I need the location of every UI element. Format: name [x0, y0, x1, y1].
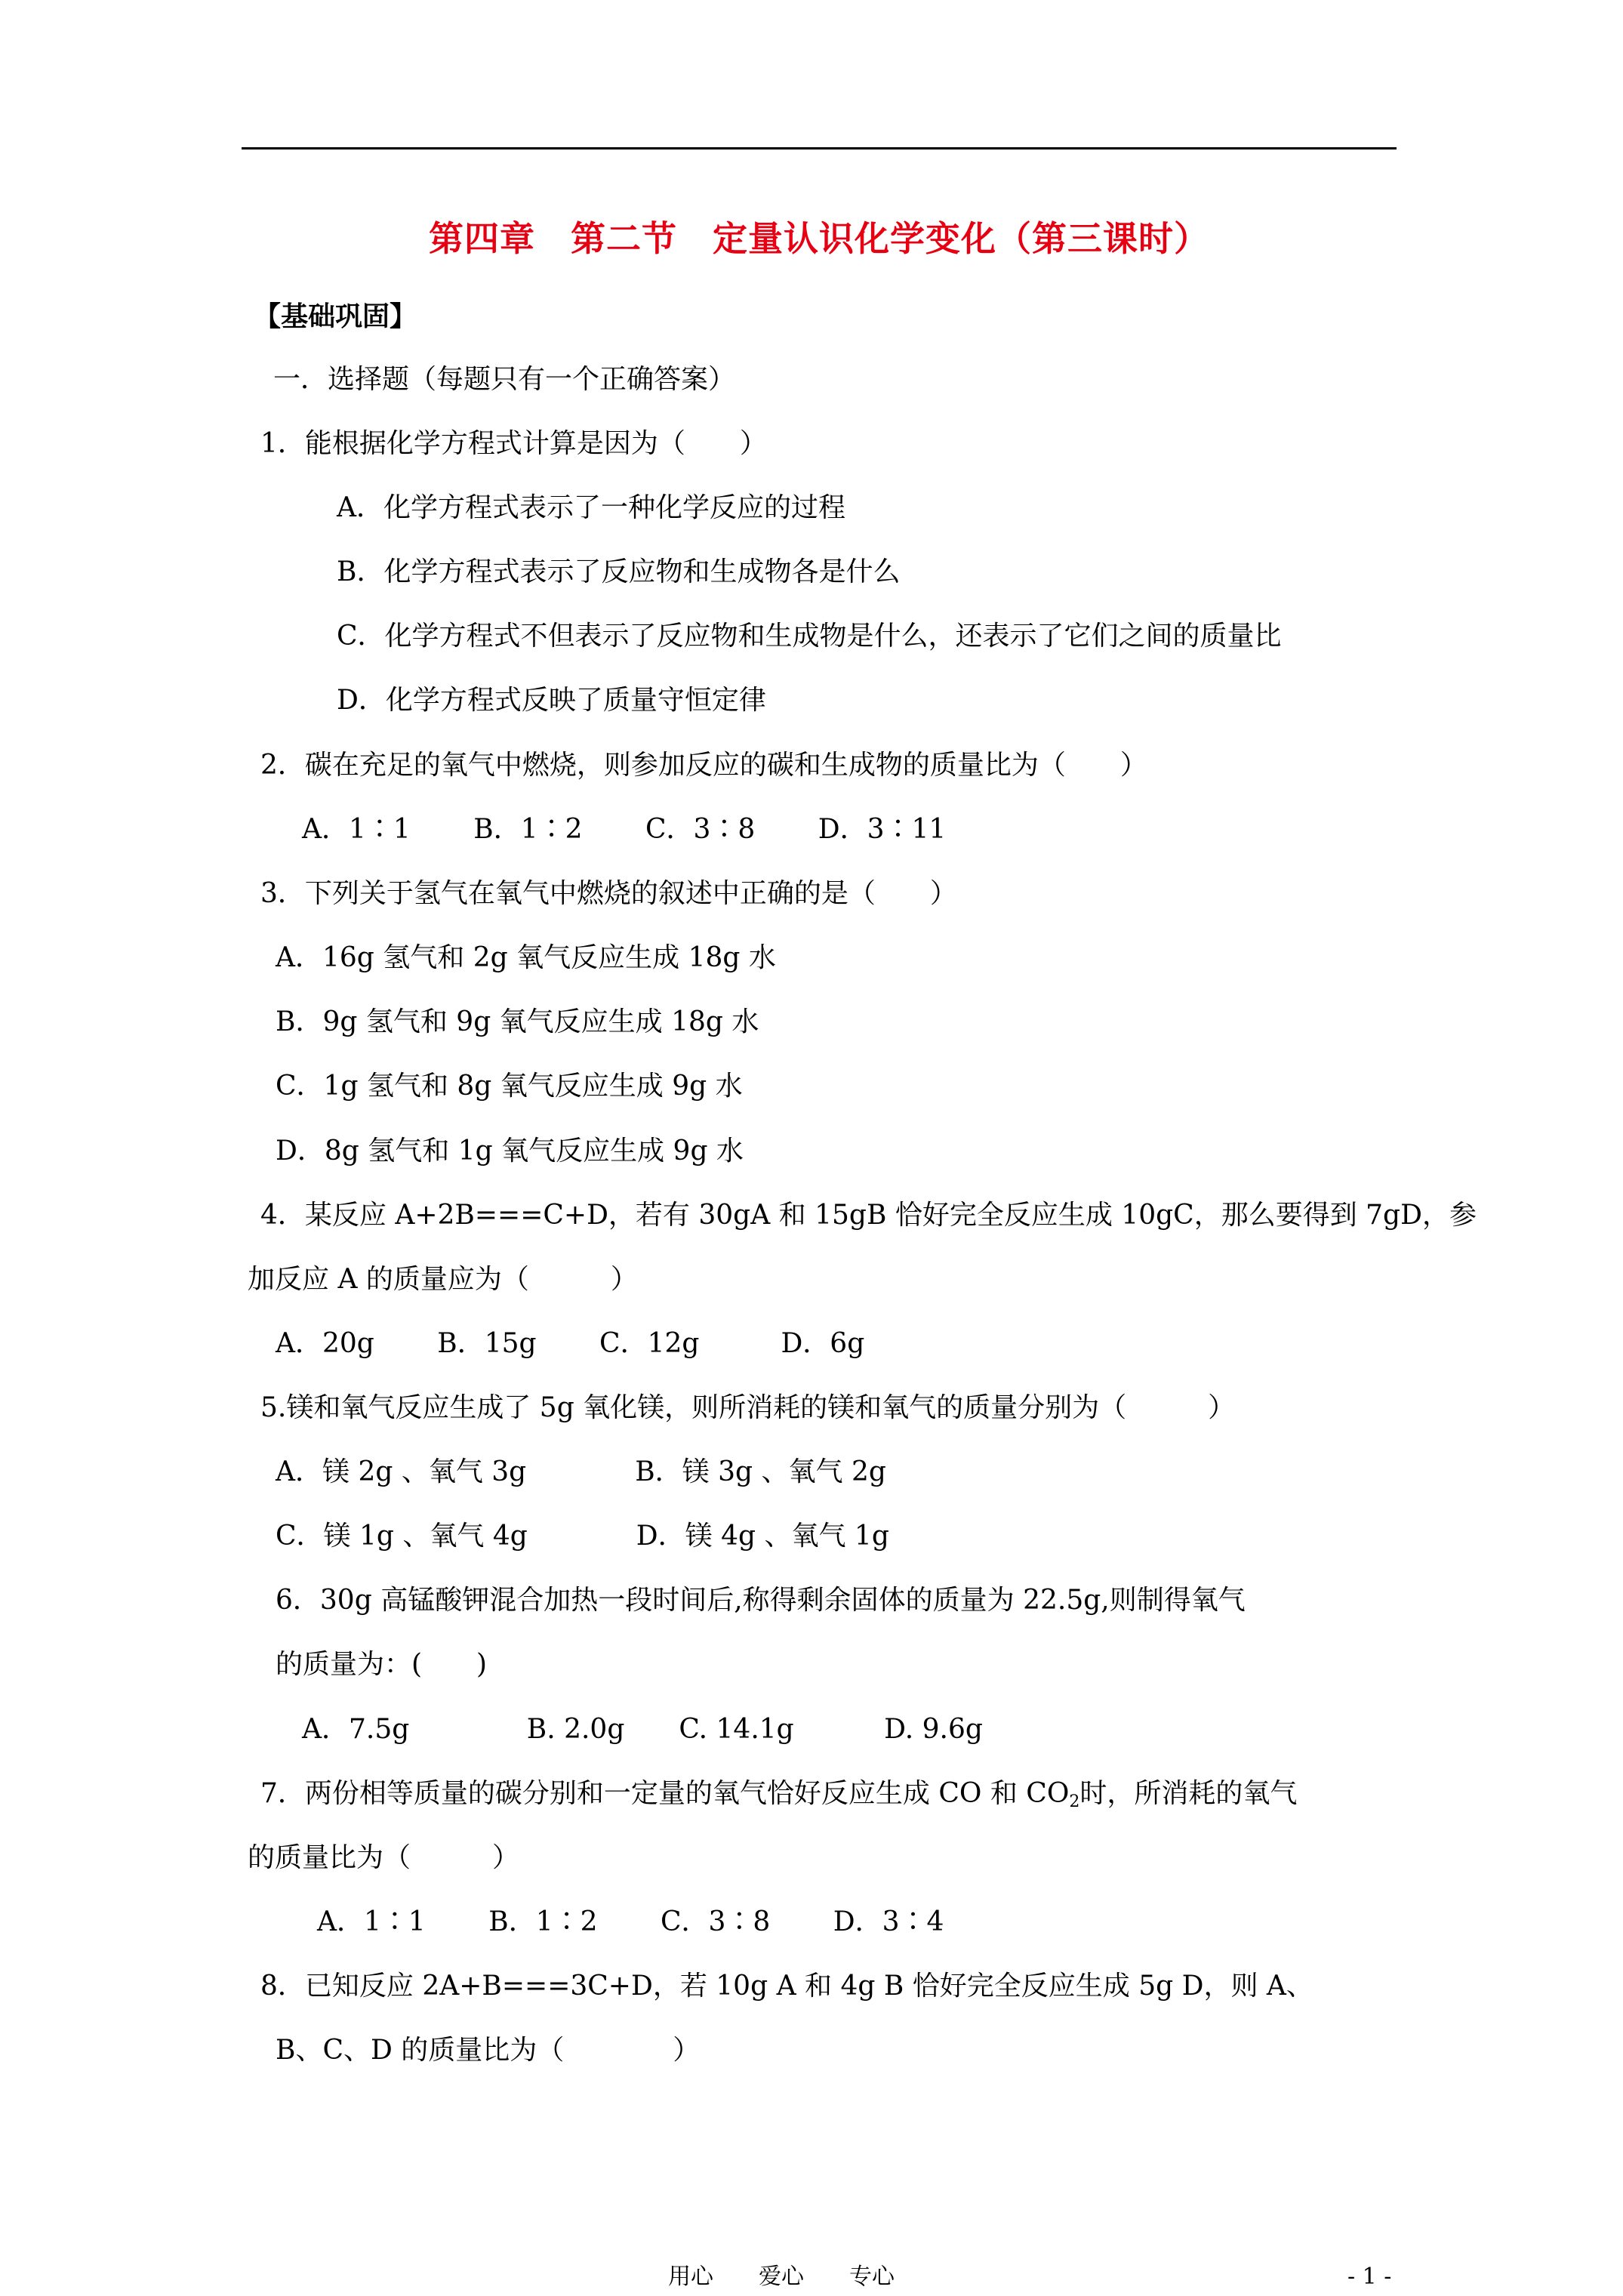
q5-stem: 5.镁和氧气反应生成了 5g 氧化镁，则所消耗的镁和氧气的质量分别为（ ） [260, 1392, 1236, 1423]
q7-stem-line2: 的质量比为（ ） [248, 1842, 520, 1873]
part-heading: 一．选择题（每题只有一个正确答案） [273, 364, 736, 395]
q4-options: A．20g B．15g C．12g D．6g [276, 1328, 865, 1359]
q8-stem-line1: 8．已知反应 2A+B===3C+D，若 10g A 和 4g B 恰好完全反应生成 5g D，则 A、 [260, 1971, 1313, 2002]
q1-option-a: A．化学方程式表示了一种化学反应的过程 [337, 492, 845, 523]
q3-option-c: C．1g 氢气和 8g 氧气反应生成 9g 水 [276, 1071, 743, 1102]
page-number: - 1 - [1347, 2264, 1392, 2290]
q3-option-a: A．16g 氢气和 2g 氧气反应生成 18g 水 [276, 942, 776, 973]
q1-stem: 1．能根据化学方程式计算是因为（ ） [260, 428, 767, 459]
q5-options-row2: C．镁 1g 、氧气 4g D．镁 4g 、氧气 1g [276, 1521, 889, 1552]
q4-stem-line1: 4．某反应 A+2B===C+D，若有 30gA 和 15gB 恰好完全反应生成 10gC，那么要得到 7gD，参 [260, 1200, 1477, 1231]
q4-stem-line2: 加反应 A 的质量应为（ ） [248, 1264, 638, 1295]
footer-motto: 用心 爱心 专心 [668, 2264, 895, 2290]
q1-option-d: D．化学方程式反映了质量守恒定律 [337, 685, 766, 716]
q6-stem-line1: 6．30g 高锰酸钾混合加热一段时间后,称得剩余固体的质量为 22.5g,则制得氧气 [276, 1585, 1246, 1616]
co2-subscript: 2 [1069, 1792, 1080, 1811]
q3-option-b: B．9g 氢气和 9g 氧气反应生成 18g 水 [276, 1006, 759, 1037]
header-rule [242, 147, 1397, 149]
page-title: 第四章 第二节 定量认识化学变化（第三课时） [429, 218, 1209, 259]
q7-options: A．1∶1 B．1∶2 C．3∶8 D．3∶4 [317, 1906, 944, 1937]
q2-stem: 2．碳在充足的氧气中燃烧，则参加反应的碳和生成物的质量比为（ ） [260, 750, 1147, 781]
q1-option-c: C．化学方程式不但表示了反应物和生成物是什么，还表示了它们之间的质量比 [337, 621, 1282, 652]
q2-options: A．1∶1 B．1∶2 C．3∶8 D．3∶11 [302, 814, 947, 845]
q1-option-b: B．化学方程式表示了反应物和生成物各是什么 [337, 556, 901, 587]
q3-stem: 3．下列关于氢气在氧气中燃烧的叙述中正确的是（ ） [260, 878, 957, 909]
q6-stem-line2: 的质量为：( ) [276, 1649, 488, 1680]
q7-stem-line1: 7．两份相等质量的碳分别和一定量的氧气恰好反应生成 CO 和 $CO_2$时，所消耗的氧气 [260, 1778, 1298, 1811]
section-heading: 【基础巩固】 [254, 300, 417, 332]
q3-option-d: D．8g 氢气和 1g 氧气反应生成 9g 水 [276, 1136, 744, 1166]
q5-options-row1: A．镁 2g 、氧气 3g B．镁 3g 、氧气 2g [276, 1456, 886, 1487]
q8-stem-line2: B、C、D 的质量比为（ ） [276, 2035, 701, 2066]
q6-options: A．7.5g B. 2.0g C. 14.1g D. 9.6g [302, 1714, 983, 1745]
